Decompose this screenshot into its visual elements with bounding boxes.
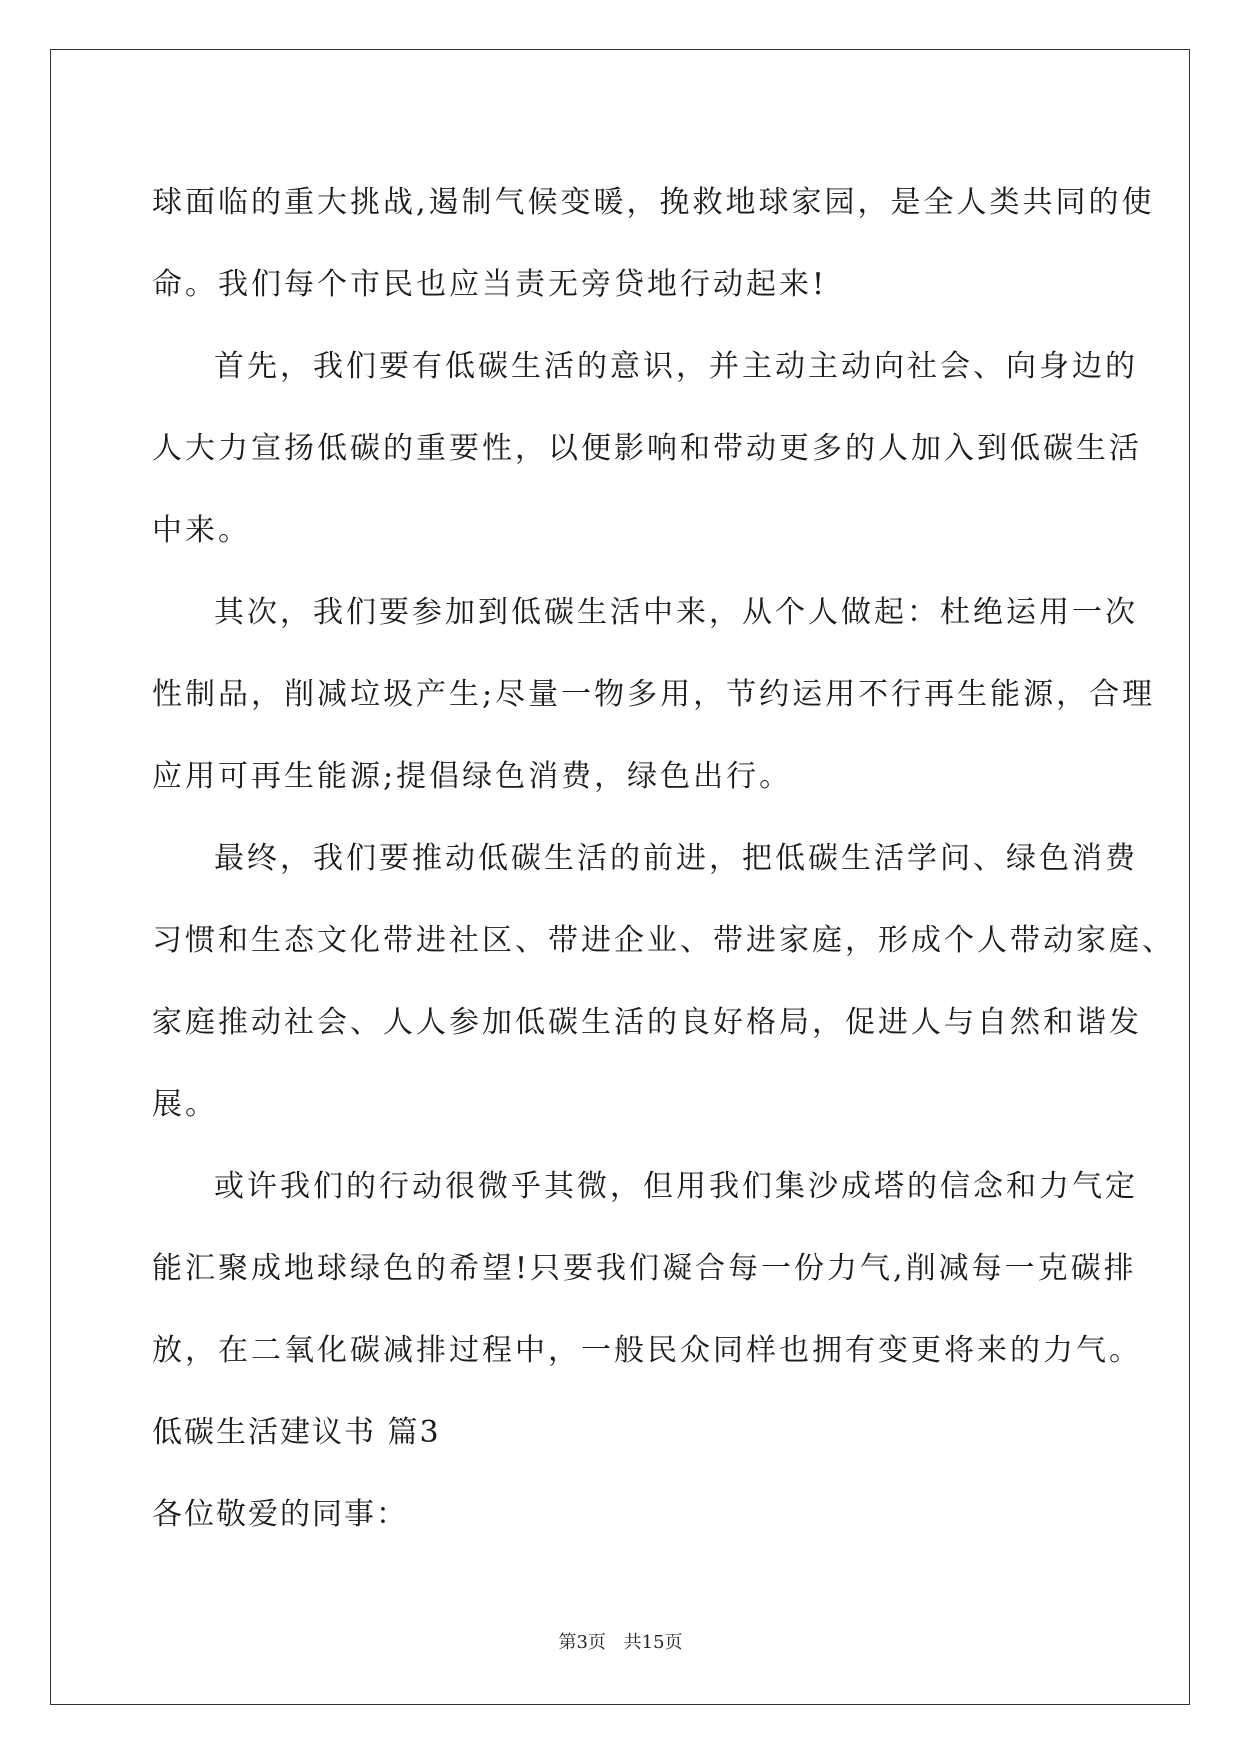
paragraph-line: 中来。 xyxy=(152,513,251,548)
paragraph-line: 人大力宣扬低碳的重要性，以便影响和带动更多的人加入到低碳生活 xyxy=(152,431,1142,466)
paragraph-line: 性制品，削减垃圾产生;尽量一物多用，节约运用不行再生能源，合理 xyxy=(152,677,1156,712)
paragraph-line: 或许我们的行动很微乎其微，但用我们集沙成塔的信念和力气定 xyxy=(214,1169,1138,1204)
section-heading: 低碳生活建议书 篇3 xyxy=(152,1415,441,1450)
paragraph-line: 应用可再生能源;提倡绿色消费，绿色出行。 xyxy=(152,759,793,794)
paragraph-line: 首先，我们要有低碳生活的意识，并主动主动向社会、向身边的 xyxy=(214,349,1138,384)
paragraph-line: 展。 xyxy=(152,1087,218,1122)
page-footer xyxy=(0,1628,1241,1654)
paragraph-line: 命。我们每个市民也应当责无旁贷地行动起来! xyxy=(152,267,828,302)
page-total: 共15页 xyxy=(623,1632,683,1653)
paragraph-line: 其次，我们要参加到低碳生活中来，从个人做起：杜绝运用一次 xyxy=(214,595,1138,630)
page-number: 第3页 xyxy=(558,1632,606,1653)
paragraph-line: 习惯和生态文化带进社区、带进企业、带进家庭，形成个人带动家庭、 xyxy=(152,923,1175,958)
paragraph-line: 放，在二氧化碳减排过程中，一般民众同样也拥有变更将来的力气。 xyxy=(152,1333,1142,1368)
salutation: 各位敬爱的同事： xyxy=(152,1497,408,1532)
document-body xyxy=(152,162,1175,1556)
paragraph-line: 最终，我们要推动低碳生活的前进，把低碳生活学问、绿色消费 xyxy=(214,841,1138,876)
paragraph-line: 家庭推动社会、人人参加低碳生活的良好格局，促进人与自然和谐发 xyxy=(152,1005,1142,1040)
paragraph-line: 球面临的重大挑战,遏制气候变暖，挽救地球家园，是全人类共同的使 xyxy=(152,185,1155,220)
paragraph-line: 能汇聚成地球绿色的希望!只要我们凝合每一份力气,削减每一克碳排 xyxy=(152,1251,1137,1286)
